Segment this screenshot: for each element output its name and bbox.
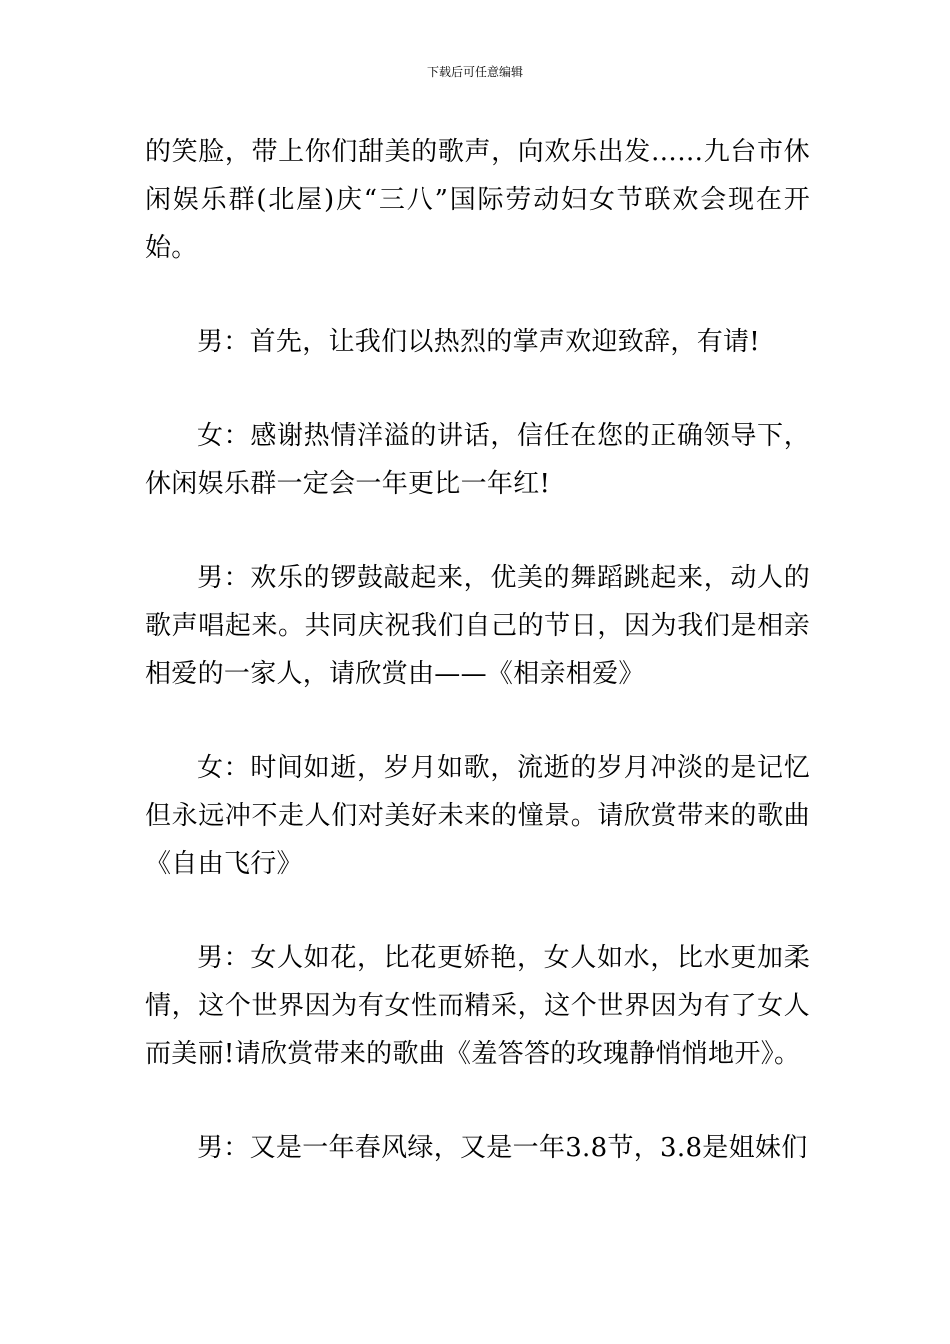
paragraph-male-song-1: 男：欢乐的锣鼓敲起来，优美的舞蹈跳起来，动人的歌声唱起来。共同庆祝我们自己的节日，因为我们是相亲相爱的一家人，请欣赏由——《相亲相爱》 <box>145 563 810 689</box>
paragraph-male-invite: 男：首先，让我们以热烈的掌声欢迎致辞，有请! <box>197 327 761 357</box>
page-header-note: 下载后可任意编辑 <box>426 65 523 79</box>
document-body <box>145 128 810 1172</box>
paragraph-opening: 的笑脸，带上你们甜美的歌声，向欢乐出发……九台市休闲娱乐群(北屋)庆“三八”国际劳动妇女节联欢会现在开始。 <box>145 137 810 263</box>
paragraph-female-thanks: 女：感谢热情洋溢的讲话，信任在您的正确领导下，休闲娱乐群一定会一年更比一年红! <box>145 421 810 499</box>
paragraph-male-continued: 男：又是一年春风绿，又是一年3.8节，3.8是姐妹们 <box>197 1133 808 1163</box>
paragraph-female-song-2: 女：时间如逝，岁月如歌，流逝的岁月冲淡的是记忆但永远冲不走人们对美好未来的憧景。请欣赏带来的歌曲《自由飞行》 <box>145 753 810 879</box>
paragraph-male-song-3: 男：女人如花，比花更娇艳，女人如水，比水更加柔情，这个世界因为有女性而精采，这个世界因为有了女人而美丽!请欣赏带来的歌曲《羞答答的玫瑰静悄悄地开》。 <box>145 943 810 1069</box>
